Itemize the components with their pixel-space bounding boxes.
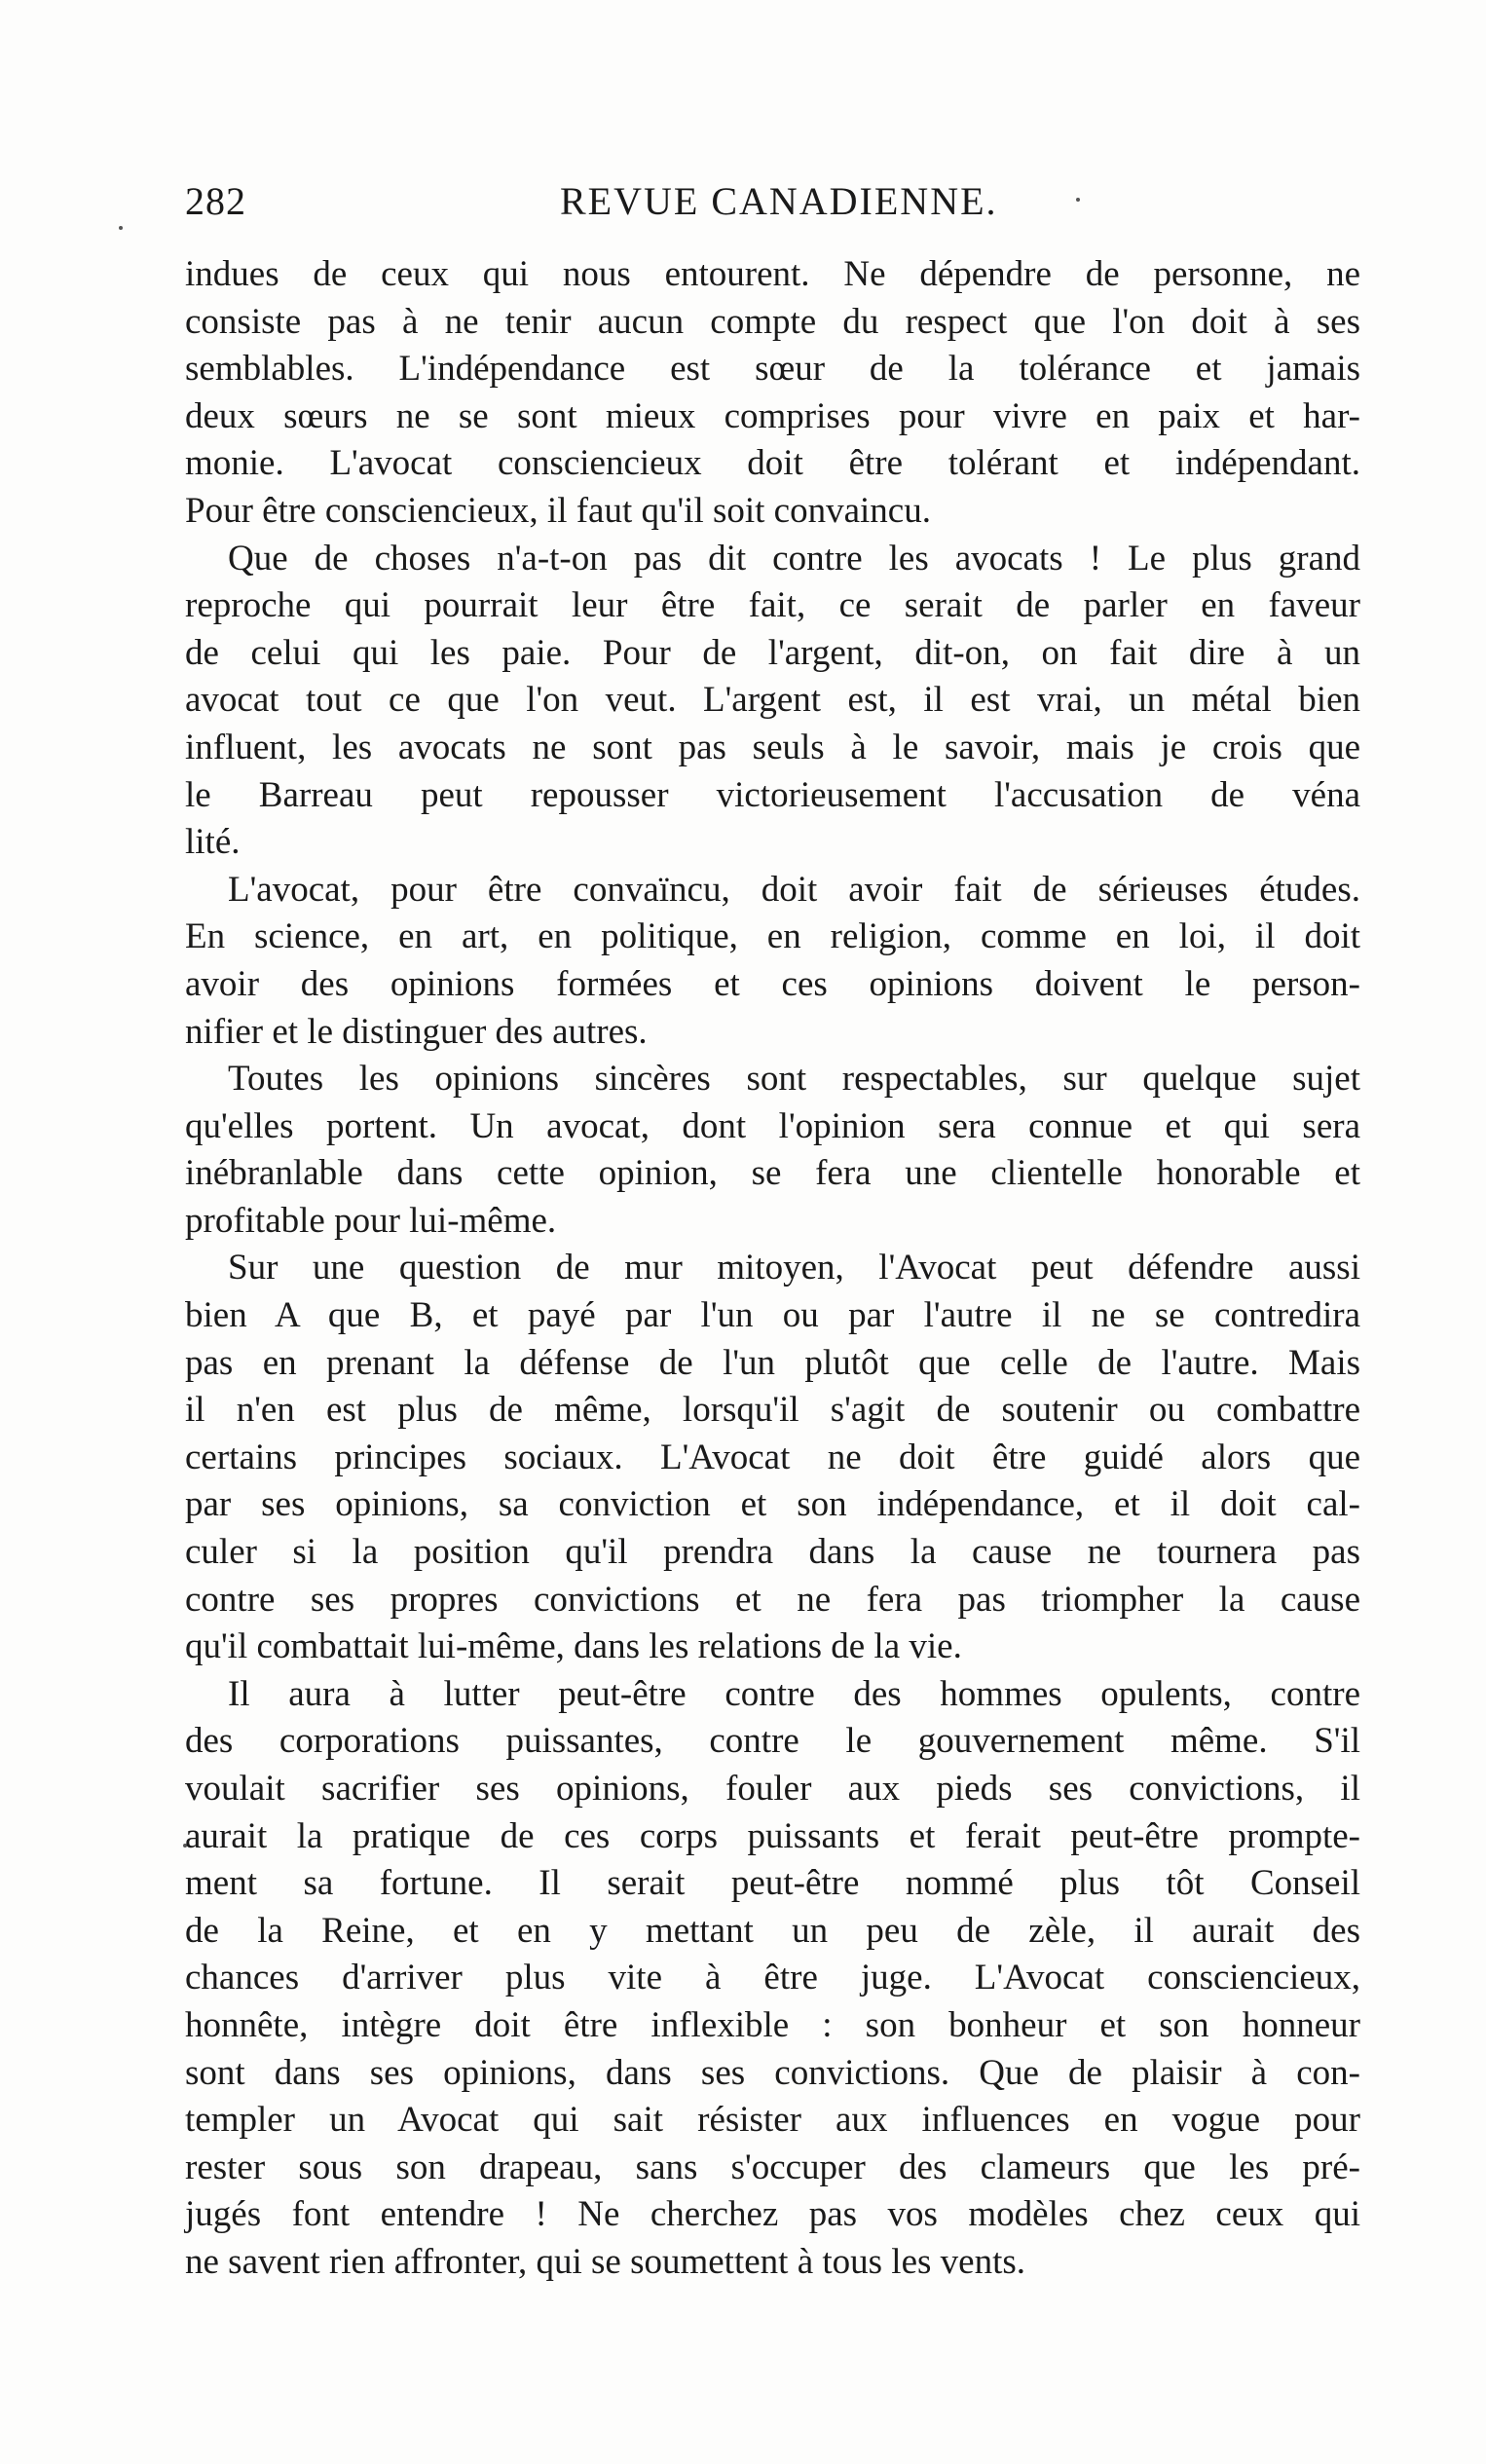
text-line: inébranlable dans cette opinion, se fera une clientelle honorable et [185,1153,1360,1194]
body-text [185,251,1360,2287]
text-line: aurait la pratique de ces corps puissants et ferait peut-être prompte- [185,1815,1360,1856]
print-speck [1076,198,1080,202]
text-line: des corporations puissantes, contre le gouvernement même. S'il [185,1721,1360,1762]
paragraph [185,1056,1360,1245]
paragraph [185,536,1360,867]
page-number: 282 [185,179,246,223]
text-line: reproche qui pourrait leur être fait, ce serait de parler en faveur [185,585,1360,626]
text-line: pas en prenant la défense de l'un plutôt que celle de l'autre. Mais [185,1342,1360,1383]
text-line: Sur une question de mur mitoyen, l'Avocat peut défendre aussi [228,1248,1360,1288]
text-line: de la Reine, et en y mettant un peu de zèle, il aurait des [185,1910,1360,1951]
text-line: certains principes sociaux. L'Avocat ne doit être guidé alors que [185,1437,1360,1477]
text-line: Pour être consciencieux, il faut qu'il soit convaincu. [185,490,931,531]
text-line: culer si la position qu'il prendra dans la cause ne tournera pas [185,1532,1360,1573]
text-line: consiste pas à ne tenir aucun compte du respect que l'on doit à ses [185,301,1360,342]
text-line: chances d'arriver plus vite à être juge. L'Avocat consciencieux, [185,1958,1360,1998]
text-line: sont dans ses opinions, dans ses convictions. Que de plaisir à con- [185,2052,1360,2093]
text-line: indues de ceux qui nous entourent. Ne dépendre de personne, ne [185,254,1360,294]
text-line: Toutes les opinions sincères sont respectables, sur quelque sujet [228,1059,1360,1100]
text-line: qu'elles portent. Un avocat, dont l'opinion sera connue et qui sera [185,1105,1360,1146]
text-line: deux sœurs ne se sont mieux comprises pour vivre en paix et har- [185,395,1360,436]
text-line: L'avocat, pour être convaïncu, doit avoir fait de sérieuses études. [228,869,1360,910]
text-line: honnête, intègre doit être inflexible : son bonheur et son honneur [185,2004,1360,2045]
text-line: qu'il combattait lui-même, dans les relations de la vie. [185,1626,962,1667]
text-line: contre ses propres convictions et ne fera pas triompher la cause [185,1579,1360,1620]
paragraph [185,1245,1360,1670]
text-line: lité. [185,822,241,863]
text-line: monie. L'avocat consciencieux doit être tolérant et indépendant. [185,443,1360,484]
text-line: Que de choses n'a-t-on pas dit contre les avocats ! Le plus grand [228,538,1360,579]
text-line: En science, en art, en politique, en religion, comme en loi, il doit [185,916,1360,957]
running-header [185,178,1354,227]
text-line: nifier et le distinguer des autres. [185,1011,648,1052]
paragraph [185,251,1360,536]
text-line: le Barreau peut repousser victorieusement l'accusation de véna [185,774,1360,815]
text-line: ne savent rien affronter, qui se soumettent à tous les vents. [185,2241,1025,2282]
text-line: par ses opinions, sa conviction et son indépendance, et il doit cal- [185,1484,1360,1525]
text-line: ment sa fortune. Il serait peut-être nommé plus tôt Conseil [185,1863,1360,1904]
text-line: profitable pour lui-même. [185,1200,557,1241]
text-line: avoir des opinions formées et ces opinions doivent le person- [185,963,1360,1004]
text-line: bien A que B, et payé par l'un ou par l'autre il ne se contredira [185,1295,1360,1336]
text-line: influent, les avocats ne sont pas seuls à le savoir, mais je crois que [185,727,1360,767]
text-line: Il aura à lutter peut-être contre des hommes opulents, contre [228,1673,1360,1714]
text-line: il n'en est plus de même, lorsqu'il s'agit de soutenir ou combattre [185,1390,1360,1431]
paragraph [185,867,1360,1056]
text-line: avocat tout ce que l'on veut. L'argent est, il est vrai, un métal bien [185,680,1360,721]
text-line: templer un Avocat qui sait résister aux influences en vogue pour [185,2100,1360,2141]
paragraph [185,1671,1360,2287]
text-line: voulait sacrifier ses opinions, fouler aux pieds ses convictions, il [185,1769,1360,1809]
text-line: de celui qui les paie. Pour de l'argent, dit-on, on fait dire à un [185,632,1360,673]
running-title: REVUE CANADIENNE. [560,179,998,223]
text-line: jugés font entendre ! Ne cherchez pas vos modèles chez ceux qui [185,2194,1360,2235]
print-speck [119,226,123,230]
text-line: semblables. L'indépendance est sœur de la tolérance et jamais [185,349,1360,390]
text-line: rester sous son drapeau, sans s'occuper des clameurs que les pré- [185,2147,1360,2187]
